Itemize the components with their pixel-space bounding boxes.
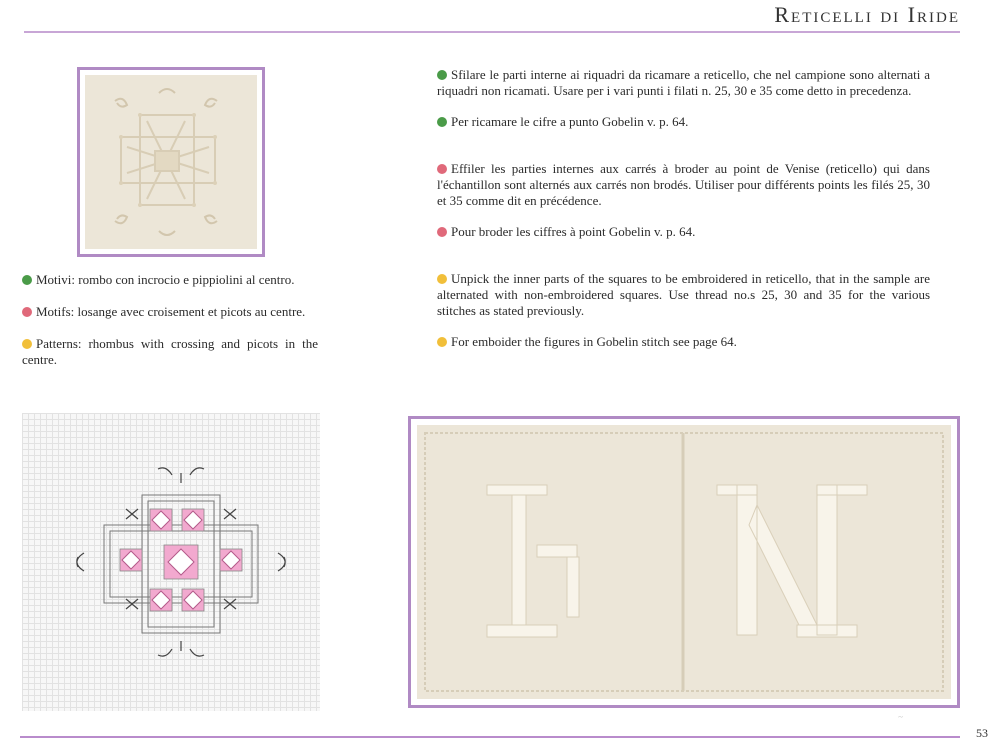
footer-rule [20,736,960,738]
yellow-bullet-icon [437,274,447,284]
sample-photo-top [77,67,265,257]
header-rule [24,31,960,33]
left-item-1: Motivi: rombo con incrocio e pippiolini al centro. [22,272,318,288]
green-bullet-icon [437,70,447,80]
pink-bullet-icon [437,227,447,237]
right-item-1: Sfilare le parti interne ai riquadri da ricamare a reticello, che nel campione sono alternati a riquadri non ricamati. Usare per i vari punti i filati n. 25, 30 e 35 come detto in precedenza. [437,67,930,98]
linen-swatch [85,75,257,249]
page-title: Reticelli di Iride [774,2,960,27]
pattern-chart [22,413,320,711]
left-item-3: Patterns: rhombus with crossing and picots in the centre. [22,336,318,367]
watermark: ~ [898,712,903,722]
linen-panel [417,425,951,699]
left-item-2: Motifs: losange avec croisement et picots au centre. [22,304,318,320]
pink-bullet-icon [437,164,447,174]
sample-photo-bottom [408,416,960,708]
page-number: 53 [976,726,988,740]
yellow-bullet-icon [22,339,32,349]
right-item-2: Per ricamare le cifre a punto Gobelin v. p. 64. [437,114,930,130]
monogram-embroidery [417,425,951,699]
green-bullet-icon [22,275,32,285]
pink-bullet-icon [22,307,32,317]
right-item-5: Unpick the inner parts of the squares to be embroidered in reticello, that in the sample are alternated with non-embroidered squares. Use thread no.s 25, 30 and 35 for the various stitches as stated previously. [437,271,930,318]
pattern-chart-drawing [22,413,320,711]
right-item-3: Effiler les parties internes aux carrés à broder au point de Venise (reticello) qui dans l'échantillon sont alternés aux carrés non brodés. Utiliser pour différents points les filés 25, 30 et 35 comme dit en précédence. [437,161,930,208]
cross-motif-embroidery [85,75,257,249]
green-bullet-icon [437,117,447,127]
yellow-bullet-icon [437,337,447,347]
right-item-4: Pour broder les ciffres à point Gobelin v. p. 64. [437,224,930,240]
right-item-6: For emboider the figures in Gobelin stitch see page 64. [437,334,930,350]
